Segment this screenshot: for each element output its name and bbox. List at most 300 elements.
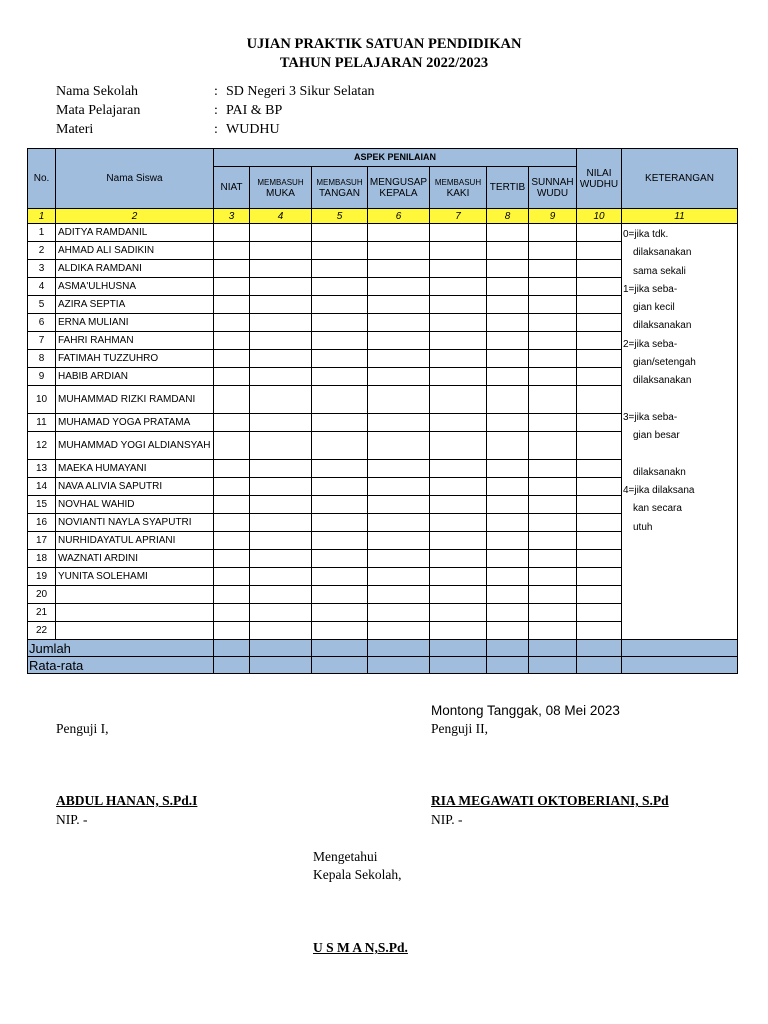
score-cell xyxy=(250,278,312,296)
row-number: 20 xyxy=(28,586,56,604)
info-label: Mata Pelajaran xyxy=(56,103,141,118)
score-cell xyxy=(487,478,529,496)
score-cell xyxy=(430,460,487,478)
score-cell xyxy=(487,314,529,332)
score-cell xyxy=(577,314,622,332)
score-cell xyxy=(214,242,250,260)
header-line: TANGAN xyxy=(319,187,360,199)
score-cell xyxy=(577,242,622,260)
avg-cell xyxy=(487,657,529,674)
score-cell xyxy=(214,514,250,532)
score-cell xyxy=(214,278,250,296)
row-number: 15 xyxy=(28,496,56,514)
score-cell xyxy=(430,296,487,314)
score-cell xyxy=(312,532,368,550)
penguji2-label: Penguji II, xyxy=(431,721,488,736)
student-name: AZIRA SEPTIA xyxy=(56,296,214,314)
score-cell xyxy=(487,586,529,604)
header-line: KEPALA xyxy=(379,187,418,199)
score-cell xyxy=(368,332,430,350)
score-cell xyxy=(250,432,312,460)
score-cell xyxy=(487,460,529,478)
score-cell xyxy=(529,622,577,640)
jumlah-row xyxy=(28,640,738,657)
score-cell xyxy=(312,432,368,460)
column-number: 5 xyxy=(312,209,368,224)
score-cell xyxy=(529,550,577,568)
header-membasuh-kaki xyxy=(430,167,487,209)
score-cell xyxy=(214,260,250,278)
score-cell xyxy=(529,532,577,550)
row-number: 13 xyxy=(28,460,56,478)
score-cell xyxy=(529,586,577,604)
score-cell xyxy=(312,260,368,278)
student-name: FAHRI RAHMAN xyxy=(56,332,214,350)
column-number: 3 xyxy=(214,209,250,224)
score-cell xyxy=(577,586,622,604)
header-line: MEMBASUH xyxy=(316,177,363,187)
score-cell xyxy=(430,496,487,514)
student-name: NAVA ALIVIA SAPUTRI xyxy=(56,478,214,496)
penguji1-name: ABDUL HANAN, S.Pd.I xyxy=(56,793,198,808)
keterangan-line: dilaksanakan xyxy=(633,375,692,387)
avg-cell xyxy=(577,657,622,674)
keterangan-line: dilaksanakan xyxy=(633,320,692,332)
score-cell xyxy=(368,568,430,586)
column-number: 7 xyxy=(430,209,487,224)
keterangan-line: kan secara xyxy=(633,503,682,515)
student-name: FATIMAH TUZZUHRO xyxy=(56,350,214,368)
student-name: NURHIDAYATUL APRIANI xyxy=(56,532,214,550)
penguji2-nip: NIP. - xyxy=(431,812,463,827)
student-name xyxy=(56,622,214,640)
score-cell xyxy=(214,586,250,604)
student-name: MUHAMAD YOGA PRATAMA xyxy=(56,414,214,432)
score-cell xyxy=(577,332,622,350)
score-cell xyxy=(250,586,312,604)
score-cell xyxy=(250,242,312,260)
score-cell xyxy=(250,532,312,550)
mengetahui-label: Mengetahui xyxy=(313,849,378,864)
score-cell xyxy=(487,550,529,568)
score-cell xyxy=(487,532,529,550)
score-cell xyxy=(250,550,312,568)
score-cell xyxy=(250,622,312,640)
info-label: Nama Sekolah xyxy=(56,84,139,99)
info-value: SD Negeri 3 Sikur Selatan xyxy=(226,84,375,99)
row-number: 9 xyxy=(28,368,56,386)
score-cell xyxy=(368,550,430,568)
score-cell xyxy=(368,242,430,260)
score-cell xyxy=(430,514,487,532)
score-cell xyxy=(430,432,487,460)
info-label: Materi xyxy=(56,122,94,137)
student-name: ERNA MULIANI xyxy=(56,314,214,332)
score-cell xyxy=(487,278,529,296)
score-cell xyxy=(312,550,368,568)
score-cell xyxy=(529,260,577,278)
score-cell xyxy=(368,460,430,478)
score-cell xyxy=(312,278,368,296)
score-cell xyxy=(368,224,430,242)
score-cell xyxy=(312,496,368,514)
header-mengusap-kepala xyxy=(368,167,430,209)
keterangan-line: 4=jika dilaksana xyxy=(623,485,695,497)
score-cell xyxy=(430,332,487,350)
sum-cell xyxy=(577,640,622,657)
score-cell xyxy=(368,414,430,432)
score-cell xyxy=(529,242,577,260)
header-membasuh-tangan xyxy=(312,167,368,209)
score-cell xyxy=(214,604,250,622)
student-name: AHMAD ALI SADIKIN xyxy=(56,242,214,260)
score-cell xyxy=(214,350,250,368)
score-cell xyxy=(312,242,368,260)
place-date: Montong Tanggak, 08 Mei 2023 xyxy=(431,703,620,718)
score-cell xyxy=(368,432,430,460)
header-line: SUNNAH xyxy=(531,176,574,188)
column-number: 6 xyxy=(368,209,430,224)
header-nilai xyxy=(577,149,622,209)
score-cell xyxy=(312,460,368,478)
header-aspek: ASPEK PENILAIAN xyxy=(214,149,577,167)
row-number: 18 xyxy=(28,550,56,568)
row-number: 1 xyxy=(28,224,56,242)
penguji2-name: RIA MEGAWATI OKTOBERIANI, S.Pd xyxy=(431,793,669,808)
row-number: 11 xyxy=(28,414,56,432)
column-number: 8 xyxy=(487,209,529,224)
score-cell xyxy=(529,478,577,496)
score-cell xyxy=(577,368,622,386)
column-number: 2 xyxy=(56,209,214,224)
score-cell xyxy=(430,350,487,368)
score-cell xyxy=(577,550,622,568)
score-cell xyxy=(529,460,577,478)
score-cell xyxy=(430,368,487,386)
score-cell xyxy=(529,432,577,460)
header-nilai-line2: WUDHU xyxy=(579,178,619,190)
score-cell xyxy=(214,550,250,568)
header-line: KAKI xyxy=(446,187,470,199)
score-cell xyxy=(368,314,430,332)
score-cell xyxy=(430,414,487,432)
score-cell xyxy=(214,224,250,242)
student-name: YUNITA SOLEHAMI xyxy=(56,568,214,586)
score-cell xyxy=(312,368,368,386)
score-cell xyxy=(368,622,430,640)
avg-cell xyxy=(250,657,312,674)
score-cell xyxy=(368,586,430,604)
score-cell xyxy=(312,332,368,350)
score-cell xyxy=(312,568,368,586)
score-cell xyxy=(250,568,312,586)
avg-cell xyxy=(312,657,368,674)
score-cell xyxy=(487,432,529,460)
info-colon: : xyxy=(214,103,218,118)
score-cell xyxy=(214,478,250,496)
keterangan-line xyxy=(623,391,736,409)
score-cell xyxy=(368,350,430,368)
score-cell xyxy=(529,568,577,586)
score-cell xyxy=(577,478,622,496)
keterangan-line xyxy=(623,446,736,464)
score-cell xyxy=(430,532,487,550)
score-cell xyxy=(487,568,529,586)
avg-cell xyxy=(368,657,430,674)
score-cell xyxy=(430,386,487,414)
header-no: No. xyxy=(28,149,56,209)
score-cell xyxy=(250,460,312,478)
score-cell xyxy=(368,386,430,414)
score-cell xyxy=(577,622,622,640)
keterangan-line: utuh xyxy=(633,521,653,533)
avg-cell xyxy=(214,657,250,674)
header-keterangan: KETERANGAN xyxy=(622,149,738,209)
score-cell xyxy=(487,332,529,350)
score-cell xyxy=(312,224,368,242)
score-cell xyxy=(368,532,430,550)
score-cell xyxy=(430,622,487,640)
score-cell xyxy=(312,586,368,604)
row-number: 4 xyxy=(28,278,56,296)
keterangan-line: 3=jika seba- xyxy=(623,411,678,423)
score-cell xyxy=(250,350,312,368)
score-cell xyxy=(529,496,577,514)
info-value: PAI & BP xyxy=(226,103,283,118)
score-cell xyxy=(487,514,529,532)
score-cell xyxy=(577,460,622,478)
score-cell xyxy=(430,224,487,242)
column-number: 9 xyxy=(529,209,577,224)
score-cell xyxy=(250,514,312,532)
score-cell xyxy=(529,332,577,350)
student-name: WAZNATI ARDINI xyxy=(56,550,214,568)
score-cell xyxy=(214,460,250,478)
score-cell xyxy=(529,514,577,532)
row-number: 19 xyxy=(28,568,56,586)
penguji1-label: Penguji I, xyxy=(56,721,109,736)
avg-cell xyxy=(430,657,487,674)
score-cell xyxy=(529,350,577,368)
avg-cell xyxy=(529,657,577,674)
keterangan-line: 1=jika seba- xyxy=(623,283,678,295)
row-number: 10 xyxy=(28,386,56,414)
row-number: 17 xyxy=(28,532,56,550)
column-number: 1 xyxy=(28,209,56,224)
score-cell xyxy=(577,260,622,278)
header-line: WUDU xyxy=(536,187,569,199)
rata-rata-label: Rata-rata xyxy=(28,657,214,674)
score-cell xyxy=(430,242,487,260)
score-cell xyxy=(529,296,577,314)
score-cell xyxy=(250,478,312,496)
score-cell xyxy=(312,604,368,622)
column-number: 11 xyxy=(622,209,738,224)
sum-cell xyxy=(430,640,487,657)
row-number: 21 xyxy=(28,604,56,622)
score-cell xyxy=(577,568,622,586)
document-title: UJIAN PRAKTIK SATUAN PENDIDIKAN xyxy=(246,36,522,52)
score-cell xyxy=(214,368,250,386)
sum-cell xyxy=(312,640,368,657)
score-cell xyxy=(430,260,487,278)
score-cell xyxy=(529,314,577,332)
keterangan-notes xyxy=(622,224,738,640)
student-name xyxy=(56,604,214,622)
score-cell xyxy=(250,296,312,314)
score-cell xyxy=(368,514,430,532)
header-line: MENGUSAP xyxy=(369,176,428,188)
score-cell xyxy=(529,224,577,242)
score-cell xyxy=(430,314,487,332)
score-cell xyxy=(577,278,622,296)
score-cell xyxy=(214,432,250,460)
header-nilai-line1: NILAI xyxy=(586,167,612,179)
header-membasuh-muka xyxy=(250,167,312,209)
sum-cell xyxy=(487,640,529,657)
score-cell xyxy=(487,242,529,260)
header-name: Nama Siswa xyxy=(56,149,214,209)
sum-cell xyxy=(250,640,312,657)
score-cell xyxy=(312,414,368,432)
score-cell xyxy=(529,368,577,386)
score-cell xyxy=(487,260,529,278)
column-number: 10 xyxy=(577,209,622,224)
score-cell xyxy=(577,386,622,414)
score-cell xyxy=(529,604,577,622)
score-cell xyxy=(250,604,312,622)
rata-rata-row xyxy=(28,657,738,674)
header-sunnah-wudu xyxy=(529,167,577,209)
score-cell xyxy=(214,332,250,350)
score-cell xyxy=(250,314,312,332)
score-cell xyxy=(430,478,487,496)
keterangan-line: gian kecil xyxy=(633,302,675,314)
sum-cell xyxy=(214,640,250,657)
score-cell xyxy=(250,224,312,242)
kepala-sekolah-label: Kepala Sekolah, xyxy=(313,867,402,882)
row-number: 6 xyxy=(28,314,56,332)
score-cell xyxy=(312,350,368,368)
score-cell xyxy=(487,296,529,314)
sum-cell xyxy=(529,640,577,657)
info-colon: : xyxy=(214,122,218,137)
score-cell xyxy=(529,386,577,414)
score-cell xyxy=(577,514,622,532)
info-value: WUDHU xyxy=(226,122,280,137)
score-cell xyxy=(368,368,430,386)
row-number: 3 xyxy=(28,260,56,278)
student-name: NOVHAL WAHID xyxy=(56,496,214,514)
document-subtitle: TAHUN PELAJARAN 2022/2023 xyxy=(279,55,489,71)
header-line: MEMBASUH xyxy=(434,177,482,187)
score-cell xyxy=(487,224,529,242)
score-cell xyxy=(214,386,250,414)
info-colon: : xyxy=(214,84,218,99)
score-cell xyxy=(430,550,487,568)
score-cell xyxy=(577,414,622,432)
score-cell xyxy=(430,278,487,296)
header-tertib: TERTIB xyxy=(487,167,529,209)
column-number-row xyxy=(28,209,738,224)
avg-cell xyxy=(622,657,738,674)
score-cell xyxy=(368,296,430,314)
keterangan-line: 2=jika seba- xyxy=(623,338,678,350)
keterangan-line: dilaksanakn xyxy=(633,466,686,478)
sum-cell xyxy=(622,640,738,657)
row-number: 16 xyxy=(28,514,56,532)
row-number: 5 xyxy=(28,296,56,314)
score-cell xyxy=(312,478,368,496)
score-cell xyxy=(250,332,312,350)
score-cell xyxy=(430,604,487,622)
score-cell xyxy=(214,296,250,314)
score-cell xyxy=(250,260,312,278)
student-name: MUHAMMAD YOGI ALDIANSYAH xyxy=(56,432,214,460)
student-name: NOVIANTI NAYLA SYAPUTRI xyxy=(56,514,214,532)
student-name: ADITYA RAMDANIL xyxy=(56,224,214,242)
score-cell xyxy=(577,496,622,514)
score-cell xyxy=(487,604,529,622)
score-cell xyxy=(214,496,250,514)
score-cell xyxy=(487,368,529,386)
student-name: HABIB ARDIAN xyxy=(56,368,214,386)
student-name: ALDIKA RAMDANI xyxy=(56,260,214,278)
header-niat: NIAT xyxy=(214,167,250,209)
score-cell xyxy=(487,496,529,514)
score-cell xyxy=(214,622,250,640)
row-number: 8 xyxy=(28,350,56,368)
score-cell xyxy=(368,260,430,278)
student-name xyxy=(56,586,214,604)
score-cell xyxy=(312,514,368,532)
score-cell xyxy=(368,278,430,296)
student-name: MAEKA HUMAYANI xyxy=(56,460,214,478)
row-number: 22 xyxy=(28,622,56,640)
score-cell xyxy=(368,478,430,496)
keterangan-line: sama sekali xyxy=(633,265,686,277)
header-line: MEMBASUH xyxy=(257,177,304,187)
score-cell xyxy=(577,296,622,314)
score-cell xyxy=(430,568,487,586)
score-cell xyxy=(529,414,577,432)
score-cell xyxy=(368,604,430,622)
score-cell xyxy=(250,414,312,432)
row-number: 14 xyxy=(28,478,56,496)
score-cell xyxy=(250,368,312,386)
row-number: 2 xyxy=(28,242,56,260)
score-cell xyxy=(368,496,430,514)
student-name: MUHAMMAD RIZKI RAMDANI xyxy=(56,386,214,414)
score-cell xyxy=(487,386,529,414)
row-number: 7 xyxy=(28,332,56,350)
score-cell xyxy=(214,314,250,332)
score-cell xyxy=(250,386,312,414)
score-cell xyxy=(577,604,622,622)
score-cell xyxy=(250,496,312,514)
row-number: 12 xyxy=(28,432,56,460)
header-line: MUKA xyxy=(266,187,295,199)
keterangan-line: gian/setengah xyxy=(633,357,696,369)
score-cell xyxy=(577,432,622,460)
assessment-table xyxy=(27,148,738,674)
score-cell xyxy=(430,586,487,604)
column-number: 4 xyxy=(250,209,312,224)
table-row xyxy=(28,224,738,242)
student-name: ASMA'ULHUSNA xyxy=(56,278,214,296)
penguji1-nip: NIP. - xyxy=(56,812,88,827)
score-cell xyxy=(312,296,368,314)
